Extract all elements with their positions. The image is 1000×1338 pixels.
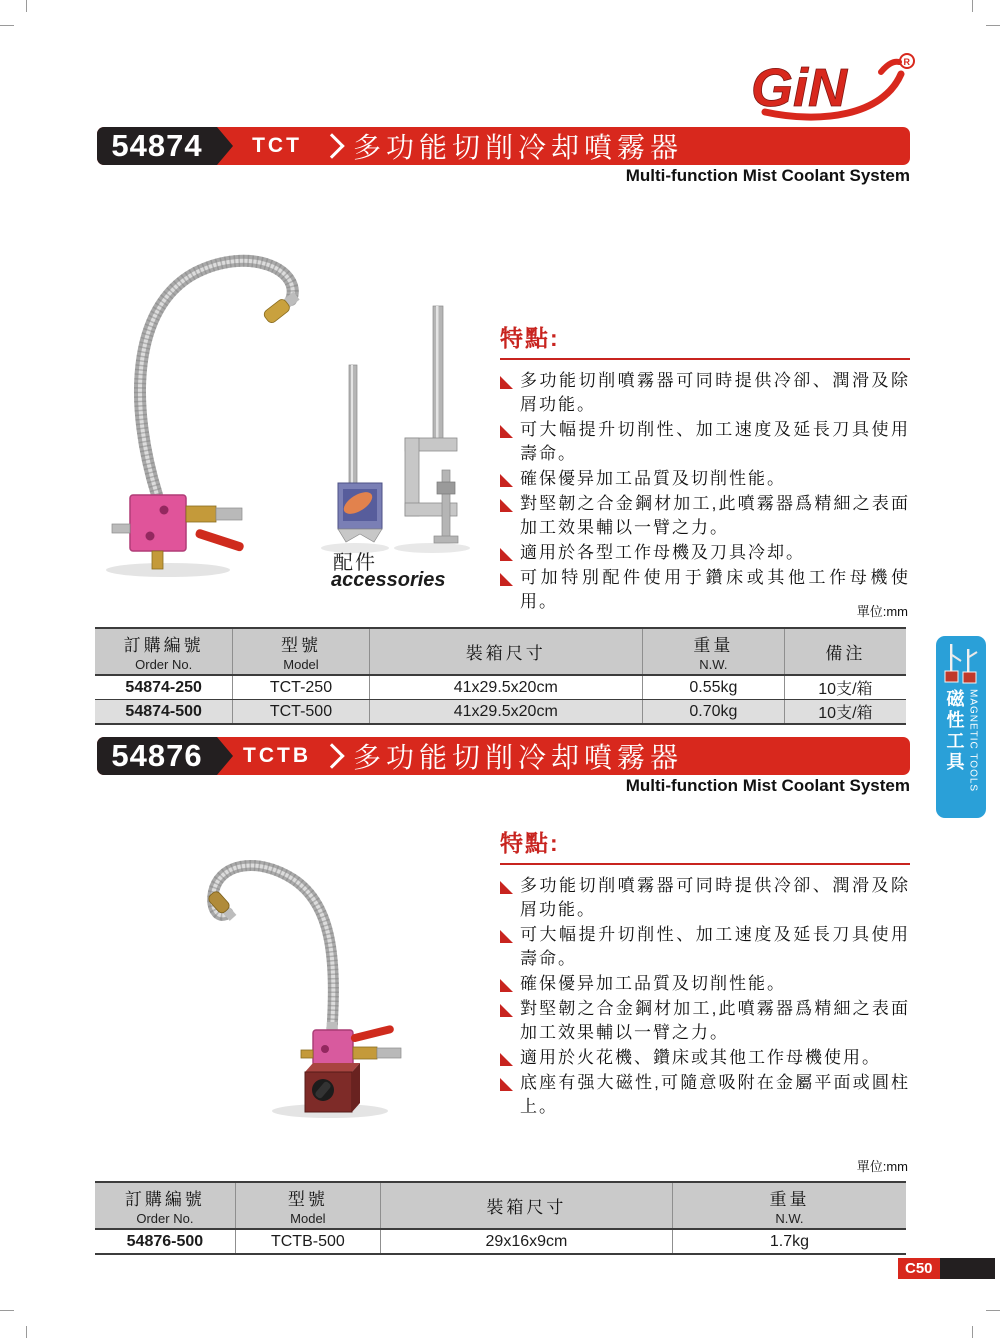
- col-weight: 重量 N.W.: [642, 628, 784, 675]
- nozzle-tip: [262, 290, 301, 324]
- cell-weight: 0.55kg: [642, 675, 784, 700]
- crop-mark: [26, 0, 27, 12]
- feature-item: [500, 541, 910, 565]
- feature-text: 適用於火花機、鑽床或其他工作母機使用。: [520, 1048, 881, 1067]
- feature-text: 可大幅提升切削性、加工速度及延長刀具使用壽命。: [520, 420, 910, 463]
- feature-item: [500, 923, 910, 971]
- page-tag-bar: [940, 1258, 995, 1279]
- triangle-bullet-icon: [500, 474, 513, 487]
- svg-text:R: R: [903, 57, 910, 67]
- section2-title-zh: 多功能切削冷却噴霧器: [353, 742, 684, 773]
- product2-image: [175, 843, 445, 1128]
- crop-mark: [986, 25, 1000, 26]
- col-packing-size: 裝箱尺寸: [369, 628, 642, 675]
- section1-spec-table: [95, 627, 906, 725]
- brand-logo: [735, 48, 920, 126]
- col-model: 型號 Model: [233, 628, 369, 675]
- magnetic-base: [305, 1063, 360, 1112]
- cell-packing-size: 41x29.5x20cm: [369, 700, 642, 725]
- feature-text: 多功能切削噴霧器可同時提供冷卻、潤滑及除屑功能。: [520, 371, 910, 414]
- side-tab-label-en: MAGNETIC TOOLS: [967, 689, 979, 793]
- section1-title-en: Multi-function Mist Coolant System: [625, 166, 910, 185]
- crop-mark: [972, 0, 973, 12]
- cell-order-no: 54874-250: [95, 675, 233, 700]
- accessories-label-zh: 配件: [333, 552, 377, 574]
- accessories-label-en: accessories: [331, 569, 446, 591]
- table-row: [95, 1229, 906, 1254]
- triangle-bullet-icon: [500, 979, 513, 992]
- feature-text: 可加特別配件使用于鑽床或其他工作母機使用。: [520, 568, 910, 611]
- unit-label: 單位:mm: [856, 1159, 908, 1174]
- features-heading: 特點:: [500, 825, 910, 865]
- feature-item: [500, 369, 910, 417]
- cell-order-no: 54874-500: [95, 700, 233, 725]
- triangle-bullet-icon: [500, 548, 513, 561]
- cell-packing-size: 29x16x9cm: [380, 1229, 672, 1254]
- table-row: [95, 700, 906, 725]
- accessory-magnetic-stand: [338, 365, 382, 542]
- triangle-bullet-icon: [500, 1078, 513, 1091]
- brand-logo-text: GiN: [751, 58, 848, 118]
- feature-text: 可大幅提升切削性、加工速度及延長刀具使用壽命。: [520, 925, 910, 968]
- triangle-bullet-icon: [500, 1004, 513, 1017]
- accessory-clamp: [405, 306, 458, 543]
- code-arrow-shape: [217, 127, 233, 165]
- section1-banner: [97, 127, 910, 165]
- chevron-right-icon: [319, 743, 344, 768]
- page-number: C50: [898, 1258, 940, 1279]
- section1-features: [500, 320, 910, 615]
- feature-item: [500, 997, 910, 1045]
- triangle-bullet-icon: [500, 573, 513, 586]
- col-order-no: 訂購編號 Order No.: [95, 628, 233, 675]
- magnetic-stand-icons: [941, 641, 981, 687]
- feature-item: [500, 492, 910, 540]
- cell-order-no: 54876-500: [95, 1229, 235, 1254]
- table-row: [95, 675, 906, 700]
- crop-mark: [0, 1310, 14, 1311]
- section2-order-code: 54876: [97, 737, 217, 775]
- cell-model: TCTB-500: [235, 1229, 380, 1254]
- feature-item: [500, 1046, 910, 1070]
- brand-logo-icon: [735, 48, 920, 126]
- crop-mark: [986, 1310, 1000, 1311]
- col-order-no: 訂購編號 Order No.: [95, 1182, 235, 1229]
- col-model: 型號 Model: [235, 1182, 380, 1229]
- unit-label: 單位:mm: [856, 604, 908, 619]
- triangle-bullet-icon: [500, 881, 513, 894]
- cell-weight: 1.7kg: [769, 1232, 810, 1250]
- cell-remark: 10支/箱: [784, 700, 906, 725]
- section2-spec-table: [95, 1181, 906, 1255]
- feature-text: 確保優异加工品質及切削性能。: [520, 469, 786, 488]
- feature-item: [500, 972, 910, 996]
- col-remark: 備注: [784, 628, 906, 675]
- triangle-bullet-icon: [500, 930, 513, 943]
- page-number-tag: [898, 1258, 995, 1279]
- feature-item: [500, 467, 910, 491]
- crop-mark: [972, 1326, 973, 1338]
- section1-order-code: 54874: [97, 127, 217, 165]
- table-header-row: [95, 628, 906, 675]
- triangle-bullet-icon: [500, 499, 513, 512]
- triangle-bullet-icon: [500, 425, 513, 438]
- section2-title-en: Multi-function Mist Coolant System: [625, 776, 910, 795]
- feature-text: 對堅韌之合金鋼材加工,此噴霧器爲精細之表面加工效果輔以一臂之力。: [520, 999, 910, 1042]
- features-heading: 特點:: [500, 320, 910, 360]
- triangle-bullet-icon: [500, 376, 513, 389]
- crop-mark: [26, 1326, 27, 1338]
- feature-text: 確保優异加工品質及切削性能。: [520, 974, 786, 993]
- cell-remark: 10支/箱: [784, 675, 906, 700]
- section1-model-tag: TCT: [252, 134, 302, 157]
- section2-model-tag: TCTB: [243, 744, 311, 767]
- section1-title-zh: 多功能切削冷却噴霧器: [353, 132, 684, 163]
- cell-model: TCT-500: [233, 700, 369, 725]
- side-tab-magnetic-tools: [936, 636, 986, 818]
- feature-item: [500, 1071, 910, 1119]
- code-arrow-shape: [217, 737, 233, 775]
- feature-text: 底座有强大磁性,可隨意吸附在金屬平面或圓柱上。: [520, 1073, 910, 1116]
- side-tab-label-zh: 磁性工具: [944, 689, 965, 773]
- crop-mark: [0, 25, 14, 26]
- product1-image: [100, 248, 480, 578]
- cell-model: TCT-250: [233, 675, 369, 700]
- feature-item: [500, 418, 910, 466]
- feature-text: 多功能切削噴霧器可同時提供冷卻、潤滑及除屑功能。: [520, 876, 910, 919]
- cell-packing-size: 41x29.5x20cm: [369, 675, 642, 700]
- triangle-bullet-icon: [500, 1053, 513, 1066]
- feature-item: [500, 874, 910, 922]
- col-weight: 重量 N.W.: [672, 1182, 906, 1229]
- cell-weight: 0.70kg: [642, 700, 784, 725]
- feature-text: 適用於各型工作母機及刀具冷却。: [520, 543, 805, 562]
- table-header-row: [95, 1182, 906, 1229]
- section2-banner: [97, 737, 910, 775]
- chevron-right-icon: [319, 133, 344, 158]
- section2-features: [500, 825, 910, 1120]
- feature-text: 對堅韌之合金鋼材加工,此噴霧器爲精細之表面加工效果輔以一臂之力。: [520, 494, 910, 537]
- col-packing-size: 裝箱尺寸: [380, 1182, 672, 1229]
